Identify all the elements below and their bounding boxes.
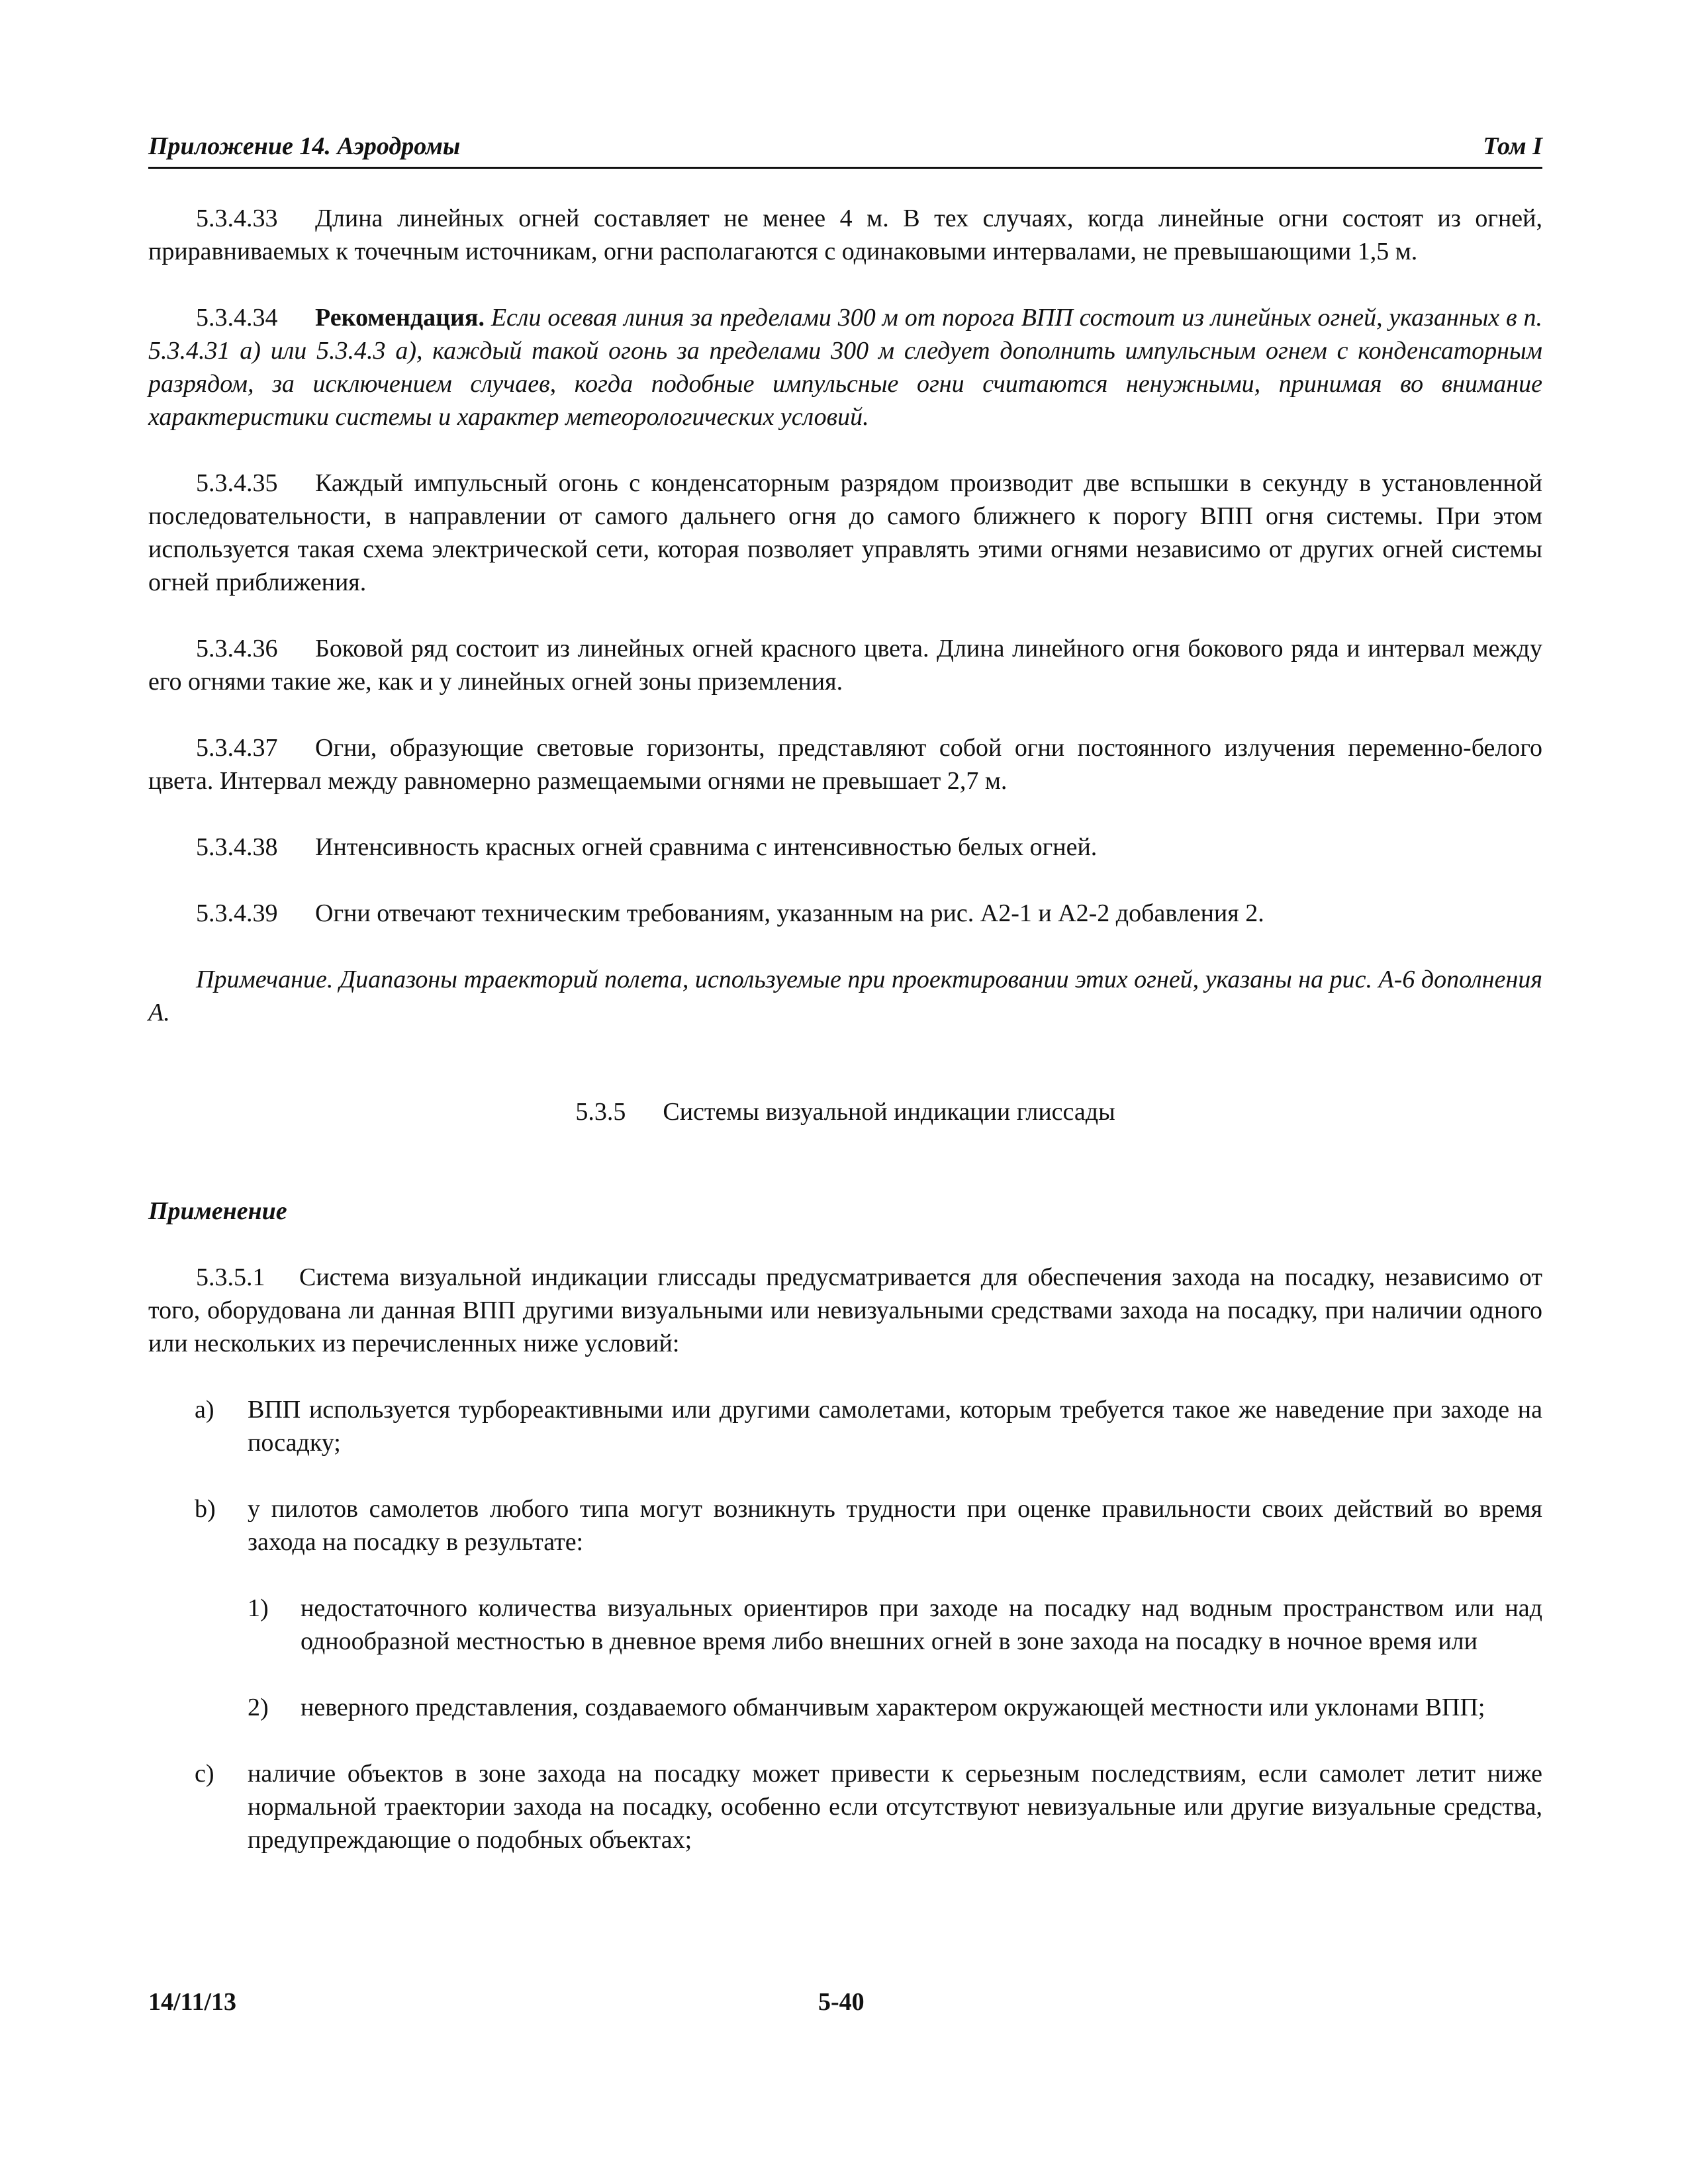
paragraph-number: 5.3.5.1 [196,1263,265,1291]
paragraph-number: 5.3.4.35 [196,469,278,497]
list-item-text: у пилотов самолетов любого типа могут возникнуть трудности при оценке правильности своих действий во время захода на посадку в результате: [248,1495,1542,1556]
section-number: 5.3.5 [575,1098,626,1126]
list-item-text: недостаточного количества визуальных ориентиров при заходе на посадку над водным пространством или над однообразной местностью в дневное время либо внешних огней в зоне захода на посадку в ночное время или [301,1594,1542,1655]
paragraph-5-3-4-38 [148,831,1542,864]
document-title: Приложение 14. Аэродромы [148,132,461,160]
list-item-label: 2) [248,1694,269,1721]
list-item-label: c) [195,1760,214,1788]
application-heading: Применение [148,1197,287,1225]
paragraph-text: Каждый импульсный огонь с конденсаторным разрядом производит две вспышки в секунду в установленной последовательности, в направлении от самого дальнего огня до самого ближнего к порогу ВПП огня системы. При этом используется такая схема электрической сети, которая позволяет управлять этими огнями независимо от других огней системы огней приближения. [148,469,1542,596]
paragraph-5-3-4-34 [148,301,1542,433]
section-title: Системы визуальной индикации глиссады [663,1098,1115,1126]
page-footer [148,1985,1542,2019]
paragraph-text: Огни отвечают техническим требованиям, указанным на рис. А2-1 и А2-2 добавления 2. [315,899,1264,927]
page-number: 5-40 [818,1988,865,2016]
list-item-text: неверного представления, создаваемого обманчивым характером окружающей местности или уклонами ВПП; [301,1694,1485,1721]
list-item-text: наличие объектов в зоне захода на посадку может привести к серьезным последствиям, если самолет летит ниже нормальной траектории захода на посадку, особенно если отсутствуют невизуальные или другие визуальные средства, предупреждающие о подобных объектах; [248,1760,1542,1854]
list-item-label: a) [195,1396,214,1424]
list-item-b-1 [148,1592,1542,1658]
paragraph-text: Если осевая линия за пределами 300 м от порога ВПП состоит из линейных огней, указанных в п. 5.3.4.31 а) или 5.3.4.3 а), каждый такой огонь за пределами 300 м следует дополнить импульсным огнем с конденсаторным разрядом, за исключением случаев, когда подобные импульсные огни считаются ненужными, принимая во внимание характеристики системы и характер метеорологических условий. [148,304,1542,431]
paragraph-5-3-4-37 [148,731,1542,797]
volume-label: Том I [1483,132,1542,160]
section-heading [148,1095,1542,1128]
paragraph-number: 5.3.4.37 [196,734,278,762]
list-item-a [148,1393,1542,1459]
list-item-label: 1) [248,1594,269,1622]
list-item-label: b) [195,1495,216,1523]
paragraph-number: 5.3.4.36 [196,635,278,662]
list-item-text: ВПП используется турбореактивными или другими самолетами, которым требуется такое же наведение при заходе на посадку; [248,1396,1542,1457]
paragraph-5-3-5-1 [148,1261,1542,1360]
paragraph-text: Огни, образующие световые горизонты, представляют собой огни постоянного излучения переменно-белого цвета. Интервал между равномерно размещаемыми огнями не превышает 2,7 м. [148,734,1542,795]
paragraph-text: Длина линейных огней составляет не менее 4 м. В тех случаях, когда линейные огни состоят из огней, приравниваемых к точечным источникам, огни располагаются с одинаковыми интервалами, не превышающими 1,5 м. [148,205,1542,265]
paragraph-number: 5.3.4.33 [196,205,278,232]
paragraph-number: 5.3.4.38 [196,833,278,861]
page-body [148,202,1542,1856]
list-item-c [148,1757,1542,1856]
paragraph-5-3-4-36 [148,632,1542,698]
footer-date: 14/11/13 [148,1988,237,2016]
list-item-b-2 [148,1691,1542,1724]
recommendation-label: Рекомендация. [315,304,485,332]
paragraph-text: Система визуальной индикации глиссады предусматривается для обеспечения захода на посадку, независимо от того, оборудована ли данная ВПП другими визуальными или невизуальными средствами захода на посадку, при наличии одного или нескольких из перечисленных ниже условий: [148,1263,1542,1357]
paragraph-number: 5.3.4.39 [196,899,278,927]
note: Примечание. Диапазоны траекторий полета, используемые при проектировании этих огней, указаны на рис. А-6 дополнения А. [148,966,1542,1026]
paragraph-5-3-4-35 [148,467,1542,599]
paragraph-text: Интенсивность красных огней сравнима с интенсивностью белых огней. [315,833,1098,861]
list-item-b [148,1492,1542,1559]
paragraph-text: Боковой ряд состоит из линейных огней красного цвета. Длина линейного огня бокового ряда и интервал между его огнями такие же, как и у линейных огней зоны приземления. [148,635,1542,696]
paragraph-number: 5.3.4.34 [196,304,278,332]
paragraph-5-3-4-33 [148,202,1542,268]
paragraph-5-3-4-39 [148,897,1542,930]
page-header [148,130,1542,169]
